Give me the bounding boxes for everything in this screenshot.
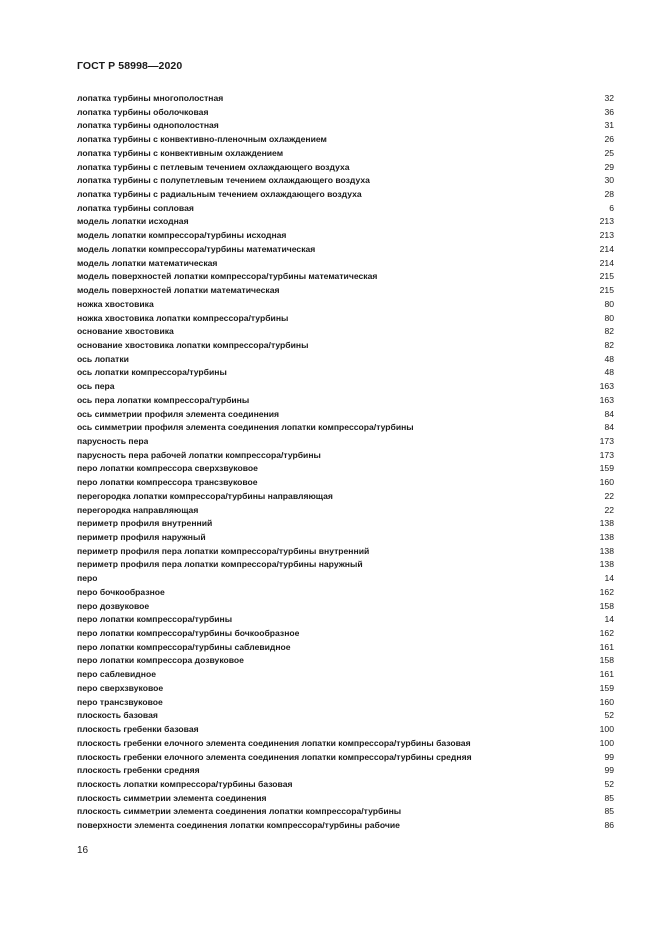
index-term: периметр профиля пера лопатки компрессора/турбины внутренний	[77, 545, 370, 556]
index-term: лопатка турбины с конвективно-пленочным охлаждением	[77, 134, 327, 145]
index-page-ref: 80	[604, 312, 614, 323]
index-entry	[77, 435, 614, 449]
index-term: перо бочкообразное	[77, 586, 165, 597]
index-page-ref: 163	[599, 381, 614, 392]
index-entry	[77, 613, 614, 627]
index-entry	[77, 737, 614, 751]
index-term: плоскость симметрии элемента соединения лопатки компрессора/турбины	[77, 806, 402, 817]
index-entry	[77, 805, 614, 819]
index-page-ref: 36	[604, 106, 614, 117]
index-entry	[77, 792, 614, 806]
index-term: перо	[77, 573, 98, 584]
index-page-ref: 100	[599, 737, 614, 748]
document-header: ГОСТ Р 58998—2020	[77, 60, 183, 72]
index-term: ось лопатки компрессора/турбины	[77, 367, 227, 378]
index-term: плоскость гребенки елочного элемента соединения лопатки компрессора/турбины базовая	[77, 737, 471, 748]
index-page-ref: 52	[604, 778, 614, 789]
index-page-ref: 25	[604, 147, 614, 158]
index-term: основание хвостовика	[77, 326, 174, 337]
index-term: плоскость базовая	[77, 710, 158, 721]
index-page-ref: 173	[599, 449, 614, 460]
index-page-ref: 28	[604, 189, 614, 200]
index-entry	[77, 92, 614, 106]
index-term: лопатка турбины сопловая	[77, 202, 194, 213]
index-entry	[77, 188, 614, 202]
index-page-ref: 160	[599, 477, 614, 488]
index-term: плоскость гребенки средняя	[77, 765, 200, 776]
index-term: ножка хвостовика лопатки компрессора/турбины	[77, 312, 289, 323]
index-page-ref: 26	[604, 134, 614, 145]
index-page-ref: 160	[599, 696, 614, 707]
index-page-ref: 213	[599, 216, 614, 227]
index-entry	[77, 257, 614, 271]
index-term: перо трансзвуковое	[77, 696, 163, 707]
index-entry	[77, 531, 614, 545]
index-entry	[77, 504, 614, 518]
index-term: парусность пера рабочей лопатки компрессора/турбины	[77, 449, 321, 460]
index-term: перо лопатки компрессора/турбины бочкообразное	[77, 628, 300, 639]
index-entry	[77, 654, 614, 668]
index-term: модель лопатки компрессора/турбины исходная	[77, 230, 287, 241]
index-term: ось лопатки	[77, 353, 129, 364]
index-page-ref: 14	[604, 573, 614, 584]
index-page-ref: 84	[604, 408, 614, 419]
index-entry	[77, 572, 614, 586]
index-term: перо лопатки компрессора трансзвуковое	[77, 477, 258, 488]
index-entry	[77, 325, 614, 339]
index-page-ref: 173	[599, 435, 614, 446]
index-term: лопатка турбины многополостная	[77, 93, 224, 103]
index-term: модель лопатки исходная	[77, 216, 189, 227]
index-entry	[77, 353, 614, 367]
index-entry	[77, 586, 614, 600]
index-page-ref: 84	[604, 422, 614, 433]
index-entry	[77, 366, 614, 380]
index-term: перо лопатки компрессора/турбины саблевидное	[77, 641, 291, 652]
index-entry	[77, 490, 614, 504]
index-page-ref: 32	[604, 93, 614, 103]
index-entry	[77, 312, 614, 326]
index-page-ref: 100	[599, 724, 614, 735]
index-term: перо лопатки компрессора сверхзвуковое	[77, 463, 258, 474]
index-entry	[77, 270, 614, 284]
index-entry	[77, 558, 614, 572]
index-entry	[77, 229, 614, 243]
index-entry	[77, 696, 614, 710]
index-entry	[77, 764, 614, 778]
index-entry	[77, 641, 614, 655]
index-entry	[77, 161, 614, 175]
index-entry	[77, 627, 614, 641]
index-page-ref: 29	[604, 161, 614, 172]
index-term: плоскость гребенки базовая	[77, 724, 199, 735]
index-term: периметр профиля наружный	[77, 532, 206, 542]
index-entry	[77, 600, 614, 614]
index-page-ref: 214	[599, 257, 614, 268]
index-term: лопатка турбины с петлевым течением охлаждающего воздуха	[77, 161, 350, 172]
index-term: периметр профиля внутренний	[77, 518, 213, 529]
index-page-ref: 138	[599, 559, 614, 570]
index-page-ref: 30	[604, 175, 614, 186]
index-term: модель лопатки математическая	[77, 257, 218, 268]
index-page-ref: 163	[599, 394, 614, 405]
index-term: перо лопатки компрессора/турбины	[77, 614, 233, 625]
index-page-ref: 159	[599, 463, 614, 474]
index-term: поверхности элемента соединения лопатки компрессора/турбины рабочие	[77, 820, 400, 831]
index-entry	[77, 517, 614, 531]
index-entry	[77, 408, 614, 422]
index-page-ref: 86	[604, 820, 614, 831]
index-page-ref: 22	[604, 490, 614, 501]
index-entry	[77, 380, 614, 394]
index-page-ref: 80	[604, 298, 614, 309]
index-page-ref: 14	[604, 614, 614, 625]
index-page-ref: 82	[604, 339, 614, 350]
index-term: перегородка направляющая	[77, 504, 199, 515]
index-page-ref: 215	[599, 271, 614, 282]
index-entry	[77, 462, 614, 476]
index-term: перо сверхзвуковое	[77, 682, 164, 693]
index-entry	[77, 119, 614, 133]
index-page-ref: 158	[599, 655, 614, 666]
index-entry	[77, 819, 614, 833]
index-entry	[77, 339, 614, 353]
index-page-ref: 48	[604, 353, 614, 364]
index-term: ось симметрии профиля элемента соединения	[77, 408, 280, 419]
index-entry	[77, 545, 614, 559]
index-page-ref: 138	[599, 532, 614, 542]
index-page-ref: 82	[604, 326, 614, 337]
index-term: ось пера лопатки компрессора/турбины	[77, 394, 250, 405]
index-page-ref: 6	[609, 202, 614, 213]
alphabetical-index	[77, 92, 614, 833]
index-page-ref: 161	[599, 669, 614, 680]
index-page-ref: 52	[604, 710, 614, 721]
index-term: модель поверхностей лопатки математическая	[77, 285, 280, 296]
index-page-ref: 161	[599, 641, 614, 652]
index-term: лопатка турбины с радиальным течением охлаждающего воздуха	[77, 189, 362, 200]
index-page-ref: 31	[604, 120, 614, 131]
index-entry	[77, 421, 614, 435]
index-term: плоскость гребенки елочного элемента соединения лопатки компрессора/турбины средняя	[77, 751, 472, 762]
index-page-ref: 138	[599, 545, 614, 556]
index-term: лопатка турбины однополостная	[77, 120, 219, 131]
index-page-ref: 158	[599, 600, 614, 611]
index-term: ножка хвостовика	[77, 298, 154, 309]
index-term: плоскость симметрии элемента соединения	[77, 792, 267, 803]
index-entry	[77, 284, 614, 298]
index-term: лопатка турбины с конвективным охлаждением	[77, 147, 284, 158]
index-term: плоскость лопатки компрессора/турбины базовая	[77, 778, 293, 789]
index-term: перо дозвуковое	[77, 600, 150, 611]
index-entry	[77, 778, 614, 792]
index-term: модель поверхностей лопатки компрессора/турбины математическая	[77, 271, 378, 282]
index-term: ось пера	[77, 381, 115, 392]
index-entry	[77, 476, 614, 490]
index-entry	[77, 243, 614, 257]
index-page-ref: 215	[599, 285, 614, 296]
index-term: лопатка турбины оболочковая	[77, 106, 209, 117]
index-page-ref: 138	[599, 518, 614, 529]
index-entry	[77, 723, 614, 737]
index-entry	[77, 106, 614, 120]
index-term: основание хвостовика лопатки компрессора/турбины	[77, 339, 309, 350]
index-page-ref: 162	[599, 586, 614, 597]
index-entry	[77, 215, 614, 229]
index-entry	[77, 394, 614, 408]
index-term: лопатка турбины с полупетлевым течением охлаждающего воздуха	[77, 175, 370, 186]
index-term: перо саблевидное	[77, 669, 156, 680]
index-term: периметр профиля пера лопатки компрессора/турбины наружный	[77, 559, 363, 570]
index-page-ref: 99	[604, 765, 614, 776]
index-entry	[77, 668, 614, 682]
index-term: парусность пера	[77, 435, 149, 446]
index-page-ref: 85	[604, 806, 614, 817]
index-entry	[77, 709, 614, 723]
page-number: 16	[77, 845, 89, 856]
index-term: ось симметрии профиля элемента соединения лопатки компрессора/турбины	[77, 422, 414, 433]
index-page-ref: 22	[604, 504, 614, 515]
index-term: перегородка лопатки компрессора/турбины направляющая	[77, 490, 333, 501]
index-page-ref: 85	[604, 792, 614, 803]
index-page-ref: 99	[604, 751, 614, 762]
index-entry	[77, 751, 614, 765]
index-term: модель лопатки компрессора/турбины математическая	[77, 243, 316, 254]
index-entry	[77, 174, 614, 188]
index-page-ref: 162	[599, 628, 614, 639]
index-entry	[77, 298, 614, 312]
index-page-ref: 159	[599, 682, 614, 693]
index-page-ref: 214	[599, 243, 614, 254]
index-page-ref: 213	[599, 230, 614, 241]
index-entry	[77, 449, 614, 463]
index-entry	[77, 682, 614, 696]
index-term: перо лопатки компрессора дозвуковое	[77, 655, 244, 666]
index-entry	[77, 133, 614, 147]
index-entry	[77, 202, 614, 216]
index-entry	[77, 147, 614, 161]
index-page-ref: 48	[604, 367, 614, 378]
